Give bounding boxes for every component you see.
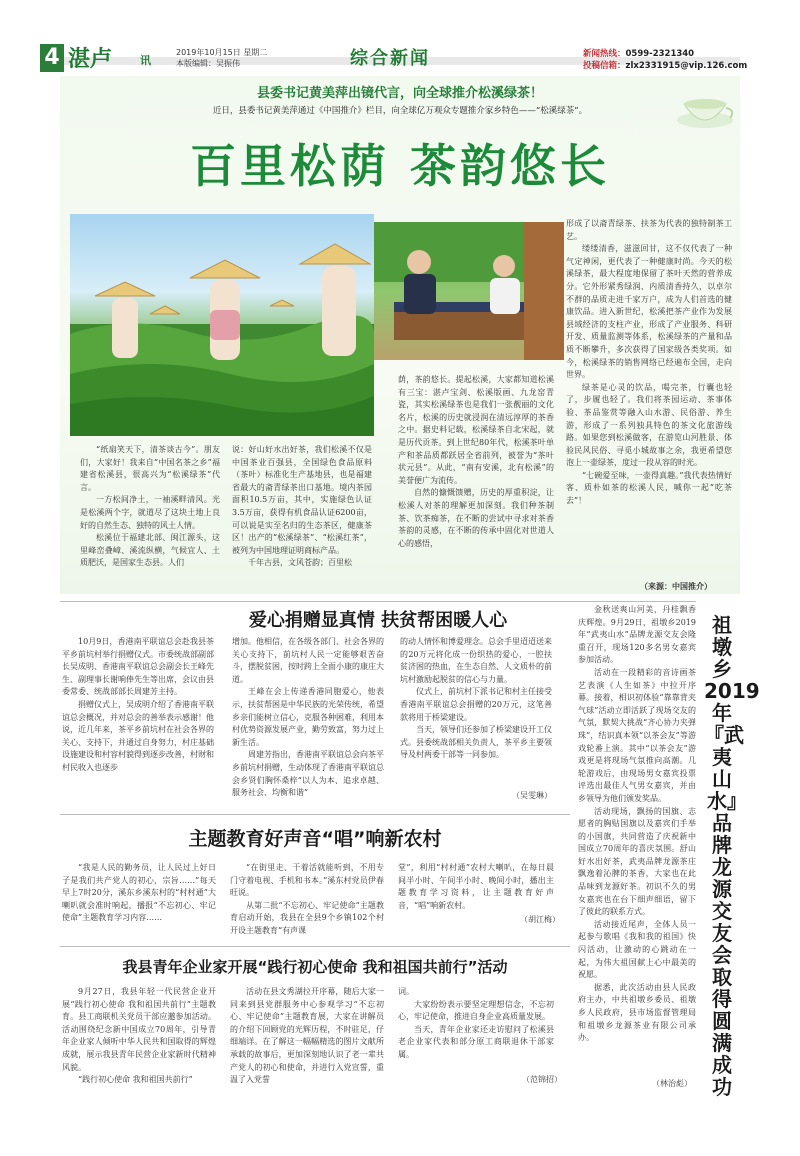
email-label: 投稿信箱： bbox=[583, 61, 626, 71]
paragraph: 千年古县，文风苍韵；百里松 bbox=[248, 558, 352, 568]
paragraph: 大家纷纷表示要坚定理想信念，不忘初心，牢记使命，推进自身企业高质量发展。 bbox=[398, 999, 554, 1022]
story2-column-2 bbox=[230, 862, 384, 942]
paragraph: 自然的慷慨馈赠，历史的厚重积淀，让松溪人对茶的理解更加深刻。我们种茶制茶、饮茶痴茶，在不断的尝试中寻求对茶香茶韵的灵感，在不断的传承中固化对世道人心的感悟， bbox=[398, 488, 554, 548]
story3-headline: 我县青年企业家开展“践行初心使命 我和祖国共前行”活动 bbox=[122, 958, 508, 976]
feature-column-2 bbox=[232, 444, 372, 586]
feature-column-1 bbox=[80, 444, 220, 586]
email-address: zlx2331915@vip.126.com bbox=[625, 61, 748, 71]
paragraph: “践行初心使命 我和祖国共前行” bbox=[78, 1075, 193, 1085]
paragraph: 10月9日，香港南平联谊总会赴我县茶平乡前坑村举行捐赠仪式。市委统战部副部长吴成明、香港南平联谊总会副会长王峰先生、副理事长谢响俸先生等出席，会议由县委常委、统战部部长周建芳主持。 bbox=[62, 637, 214, 697]
feature-column-3 bbox=[398, 374, 554, 586]
paragraph: 荫，茶韵悠长。提起松溪，大家都知道松溪有三宝：湛卢宝剑、松溪版画、九龙窑青瓷，其实松溪绿茶也是我们一张靓丽的文化名片，松溪的历史就浸润在清远淳厚的茶香之中。据史料记载，松溪绿茶自北宋起，就是历代贡茶。到上世纪80年代，松溪茶叶单产和茶品质都跃居全省前列，被誉为“茶叶状元县”。从此，“南有安溪，北有松溪”的美誉便广为流传。 bbox=[398, 375, 554, 485]
paragraph: 王峰在会上传递香港同胞爱心，他表示，扶贫帮困是中华民族的光荣传统，希望乡亲们能树立信心，克服各种困难，利用本村优势资源发展产业，勤劳致富，努力过上新生活。 bbox=[232, 687, 384, 747]
paragraph: 活动在一段精彩的音诗画茶艺表演《人生如茶》中拉开序幕。接着，相识初体验“靠靠背夹气球”活动立即活跃了现场交友的气氛，默契大挑战“齐心协力夹弹珠”，结识真本领“以茶会友”等游戏轮番上演。其中“以茶会友”游戏更是将现场气氛推向高潮。几轮游戏后，由现场男女嘉宾投票评选出最佳人气男女嘉宾，并由乡领导为他们颁发奖品。 bbox=[578, 667, 696, 803]
paragraph: 绿茶是心灵的饮品，喝完茶，行囊也轻了，步履也轻了。我们将茶园运动、茶事体验、茶品鉴赏等融入山水游、民俗游、养生游，形成了一系列独具特色的茶文化旅游线路。如果您到松溪做客，在游览山河胜景、体验民风民俗、寻觅小城故事之余，我更希望您泡上一壶绿茶，度过一段从容的时光。 bbox=[566, 382, 732, 468]
masthead-suffix: 讯 bbox=[140, 54, 151, 67]
paragraph: “我是人民的勤务员，让人民过上好日子是我们共产党人的初心，宗旨……”每天早上7时20分，溪东乡溪东村的“村村通”大喇叭就会准时响起，播报“不忘初心、牢记使命”主题教育学习内容…… bbox=[62, 863, 216, 923]
story1-column-2 bbox=[232, 636, 384, 806]
story1-headline: 爱心捐赠显真情 扶贫帮困暖人心 bbox=[248, 610, 508, 631]
paragraph: 缕缕清香，滋滋回甘，这不仅代表了一种气定神闲，更代表了一种健康时尚。今天的松溪绿茶，最大程度地保留了茶叶天然的营养成分。它外形紧秀绿润、内质清香持久，以卓尔不群的品质走进千家万户，成为人们首选的健康饮品。进入新世纪，松溪把茶产业作为发展县域经济的支柱产业，形成了产业服务、科研开发、质量监测等体系，松溪绿茶的产量和品质不断攀升，多次获得了国家级各类奖项。如今，松溪绿茶的销售网络已经遍布全国，走向世界。 bbox=[566, 244, 732, 380]
masthead-logo: 湛卢 bbox=[68, 46, 113, 72]
paragraph: 当天，青年企业家还走访慰问了松溪县老企业家代表和部分原工商联退休干部家属。 bbox=[398, 1024, 554, 1059]
issue-date: 2019年10月15日 星期二 bbox=[176, 48, 268, 57]
section-title: 综合新闻 bbox=[350, 48, 430, 69]
paragraph: 松溪位于福建北部、闽江源头，这里峰峦叠嶂、溪流纵横，气候宜人、土质肥沃，是国家生态县。人们 bbox=[80, 533, 220, 568]
story2-column-3 bbox=[398, 862, 554, 918]
paragraph: 形成了以斋青绿茶、扶茶为代表的独特制茶工艺。 bbox=[566, 219, 732, 241]
page-editor: 本版编辑：吴振伟 bbox=[176, 59, 240, 68]
paragraph: 堂”，利用“村村通”农村大喇叭，在每日晨间半小时、午间半小时、晚间小时，播出主题教育学习资料，让主题教育好声音，“唱”响新农村。 bbox=[398, 863, 554, 910]
hotline-label: 新闻热线： bbox=[583, 49, 626, 59]
paragraph: “纸扇笑天下，清茶谈古今”。朋友们，大家好！我来自“中国名茶之乡”福建省松溪县，很高兴为“松溪绿茶”代言。 bbox=[80, 445, 220, 492]
divider bbox=[60, 601, 696, 602]
paragraph: 词。 bbox=[398, 987, 414, 996]
tea-pickers-photo bbox=[70, 214, 374, 436]
story2-headline: 主题教育好声音“唱”响新农村 bbox=[188, 828, 442, 850]
story3-column-1 bbox=[62, 986, 216, 1086]
paragraph: 增加。他相信，在各级各部门、社会各界的关心支持下，前坑村人民一定能够艰苦奋斗，摆脱贫困，按时跨上全面小康的康庄大道。 bbox=[232, 637, 384, 684]
tea-tasting-picture bbox=[374, 222, 564, 360]
feature-kicker: 县委书记黄美萍出镜代言，向全球推介松溪绿茶！ bbox=[256, 86, 543, 101]
feature-title: 百里松荫 茶韵悠长 bbox=[189, 139, 610, 193]
story1-byline: （吴雯琳） bbox=[512, 791, 552, 800]
story1-column-3 bbox=[400, 636, 552, 784]
story2-column-1 bbox=[62, 862, 216, 942]
paragraph: 金秋送爽山河美，丹桂飘香庆辉煌。9月29日，祖墩乡2019年“武夷山水”品牌龙源交友会隆重召开，现场120多名男女嘉宾参加活动。 bbox=[578, 605, 696, 665]
paragraph: 一方松间净土，一袖溪畔清风。光是松溪两个字，就道尽了这块土地上良好的自然生态、独特的风土人情。 bbox=[80, 495, 220, 530]
story1-column-1 bbox=[62, 636, 214, 806]
page-number: 4 bbox=[40, 44, 64, 72]
paragraph: 仪式上，前坑村下派书记和村主任接受香港南平联谊总会捐赠的20万元，这笔善款将用于桥梁建设。 bbox=[400, 687, 552, 722]
story4-vertical-headline: 祖墩乡2019年『武夷山水』品牌龙源交友会取得圆满成功 bbox=[704, 613, 760, 1099]
paragraph: 据悉，此次活动由县人民政府主办，中共祖墩乡委员、祖墩乡人民政府，县市场监督管理局和祖墩乡龙源茶业有限公司承办。 bbox=[578, 982, 696, 1043]
paragraph: 周建芳指出，香港南平联谊总会向茶平乡前坑村捐赠，生动体现了香港南平联谊总会乡贤们胸怀桑梓“以人为本、追求卓越、服务社会、均衡和谐” bbox=[232, 750, 384, 798]
feature-deck: 近日，县委书记黄美萍通过《中国推介》栏目，向全球亿万观众专题推介家乡特色——“松溪绿茶”。 bbox=[212, 106, 588, 116]
story3-byline: （范锦招） bbox=[522, 1075, 562, 1084]
paragraph: 当天，领导们还参加了桥梁建设开工仪式。县委统战部相关负责人，茶平乡主要领导及村两委干部等一同参加。 bbox=[400, 725, 552, 760]
paragraph: 的动人情怀和博爱理念。总会手里迢迢送来的20万元将化成一份织热的爱心，一腔扶贫济困的热血，在生态自然、人文质朴的前坑村激励起脱贫的信心与力量。 bbox=[400, 637, 552, 684]
story4-column bbox=[578, 604, 696, 1076]
story3-column-2 bbox=[230, 986, 384, 1086]
feature-source: （来源：中国推介） bbox=[640, 581, 712, 591]
paragraph: 捐赠仪式上，吴成明介绍了香港南平联谊总会概况，并对总会的善举表示感谢！他说，近几年来，茶平乡前坑村在社会各界的关心、支持下，并通过自身努力，村庄基础设施建设和村容村貌得到逐步改善，村财和村民收入也逐步 bbox=[62, 699, 214, 772]
hotline-number: 0599-2321340 bbox=[625, 49, 695, 59]
paragraph: “在街里走、干着活就能听到，不用专门守着电视、手机和书本。”溪东村党员伊春旺说。 bbox=[230, 863, 384, 898]
paragraph: 活动接近尾声，全体人员一起参与歌唱《我和我的祖国》快闪活动，让激动的心跳动在一起，为伟大祖国献上心中最美的祝愿。 bbox=[578, 919, 696, 980]
paragraph: 活动现场，飘扬的国旗、志愿者的胸贴国旗以及嘉宾们手举的小国旗，共同营造了庆祝新中国成立70周年的喜庆氛围。舒山好水出好茶，武夷品牌龙源茶庄飘逸着沁脾的茶香，大家也在此品味到龙源好茶。初识不久的男女嘉宾也在台下细声细语，留下了彼此的联系方式。 bbox=[578, 806, 696, 917]
tea-field-picture bbox=[70, 214, 374, 436]
paragraph: 说：好山好水出好茶，我们松溪不仅是中国茶业百强县，全国绿色食品原料（茶叶）标准化生产基地县，也是福建省最大的斋青绿茶出口基地。境内茶园面积10.5万亩，其中，实施绿色认证3.5万亩，获得有机食品认证6200亩，可以说是实至名归的生态茶区，健康茶区！出产的“松溪绿茶”、“松溪红茶”，被列为中国地理证明商标产品。 bbox=[232, 445, 372, 555]
news-hotline bbox=[583, 47, 694, 59]
paragraph: 9月27日，我县年轻一代民营企业开展“践行初心使命 我和祖国共前行”主题教育。县工商联机关党员干部应邀参加活动。活动围绕纪念新中国成立70周年，引导青年企业家人倾听中华人民共和国取得的辉煌成就，展示我县青年民营企业家新时代精神风貌。 bbox=[62, 987, 216, 1072]
story3-column-3 bbox=[398, 986, 554, 1072]
divider bbox=[60, 814, 570, 815]
paragraph: “七碗爱至味，一壶得真趣。”我代表热情好客、质朴如茶的松溪人民，喊你一起“吃茶去”！ bbox=[566, 470, 732, 506]
paragraph: 从第二批“不忘初心、牢记使命”主题教育启动开始，我县在全县9个乡镇102个村开设主题教育“有声课 bbox=[230, 900, 384, 935]
tea-tasting-photo bbox=[374, 222, 564, 360]
paragraph: 活动在县文秀湖拉开序幕，随后大家一同来到县党群服务中心参观学习“不忘初心、牢记使命”主题教育展，大家在讲解员的介绍下回顾党的光辉历程，不时驻足，仔细端详。在了解这一幅幅精选的图片文献所承载的故事后，更加深刻地认识了老一辈共产党人的初心和使命，并进行入党宣誓，重温了入党誓 bbox=[230, 987, 384, 1085]
story2-byline: （胡江梅） bbox=[520, 915, 560, 924]
divider bbox=[60, 946, 570, 947]
feature-column-4 bbox=[566, 218, 732, 578]
story4-byline: （林治彪） bbox=[652, 1079, 692, 1088]
submission-email bbox=[583, 59, 747, 71]
